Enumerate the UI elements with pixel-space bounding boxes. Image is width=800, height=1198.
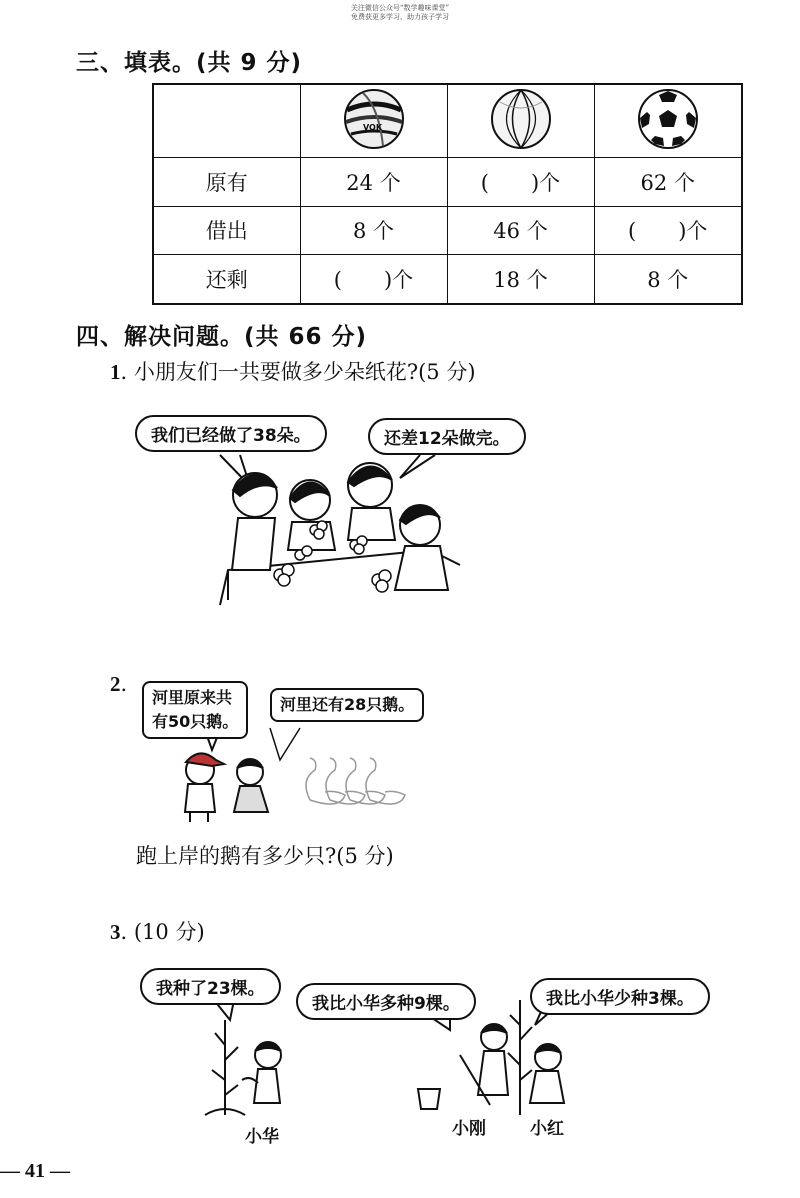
table-row (153, 158, 742, 207)
name-xiaogang: 小刚 (452, 1119, 486, 1139)
fill-table (152, 83, 743, 305)
page-number: — 41 — (0, 1160, 70, 1182)
speech-bubble-originally-line2: 有50只鹅。 (152, 712, 239, 731)
beach-ball-cell (447, 84, 594, 158)
speech-bubble-xiaogang: 我比小华多种9棵。 (296, 983, 476, 1020)
table-row (153, 255, 742, 304)
table-cell: 8 个 (300, 206, 447, 255)
speech-bubble-xiaohong: 我比小华少种3棵。 (530, 978, 710, 1015)
problem-2-question: 跑上岸的鹅有多少只?(5 分) (136, 844, 394, 868)
table-corner-cell (153, 84, 300, 158)
answer-blank[interactable]: ( )个 (300, 255, 447, 304)
name-xiaohua: 小华 (245, 1127, 279, 1147)
beach-ball-icon (490, 88, 552, 150)
volleyball-cell (300, 84, 447, 158)
speech-bubble-made: 我们已经做了38朵。 (135, 415, 327, 452)
answer-blank[interactable]: ( )个 (594, 206, 742, 255)
table-cell: 24 个 (300, 158, 447, 207)
top-note-line2: 免费获更多学习、助力孩子学习 (351, 13, 449, 21)
speech-bubble-xiaohua: 我种了23棵。 (140, 968, 281, 1005)
table-row (153, 206, 742, 255)
volleyball-icon (343, 88, 405, 150)
table-cell: 62 个 (594, 158, 742, 207)
row-label: 借出 (153, 206, 300, 255)
volleyball-label: VOK (362, 122, 382, 132)
speech-bubble-originally (142, 681, 248, 739)
top-note-line1: 关注微信公众号“数学趣味课堂” (350, 4, 450, 12)
name-xiaohong: 小红 (530, 1119, 564, 1139)
soccer-ball-cell (594, 84, 742, 158)
problem-2-number: 2. (110, 672, 128, 696)
speech-bubble-originally-line1: 河里原来共 (152, 688, 233, 707)
top-note (0, 4, 800, 22)
problem-1-text: 小朋友们一共要做多少朵纸花?(5 分) (133, 360, 476, 384)
table-cell: 18 个 (447, 255, 594, 304)
problem-1: 1. 小朋友们一共要做多少朵纸花?(5 分) (110, 360, 476, 384)
soccer-ball-icon (637, 88, 699, 150)
table-cell: 8 个 (594, 255, 742, 304)
answer-blank[interactable]: ( )个 (447, 158, 594, 207)
row-label: 原有 (153, 158, 300, 207)
problem-3-score: (10 分) (133, 920, 205, 944)
row-label: 还剩 (153, 255, 300, 304)
problem-3-number: 3 (110, 920, 121, 944)
problem-1-number: 1 (110, 360, 121, 384)
problem-3: 3. (10 分) (110, 920, 205, 944)
table-cell: 46 个 (447, 206, 594, 255)
speech-bubble-remaining: 还差12朵做完。 (368, 418, 526, 455)
section4-title: 四、解决问题。(共 66 分) (76, 324, 368, 350)
speech-bubble-still: 河里还有28只鹅。 (270, 688, 424, 722)
section3-title: 三、填表。(共 9 分) (76, 50, 303, 76)
table-header-row (153, 84, 742, 158)
